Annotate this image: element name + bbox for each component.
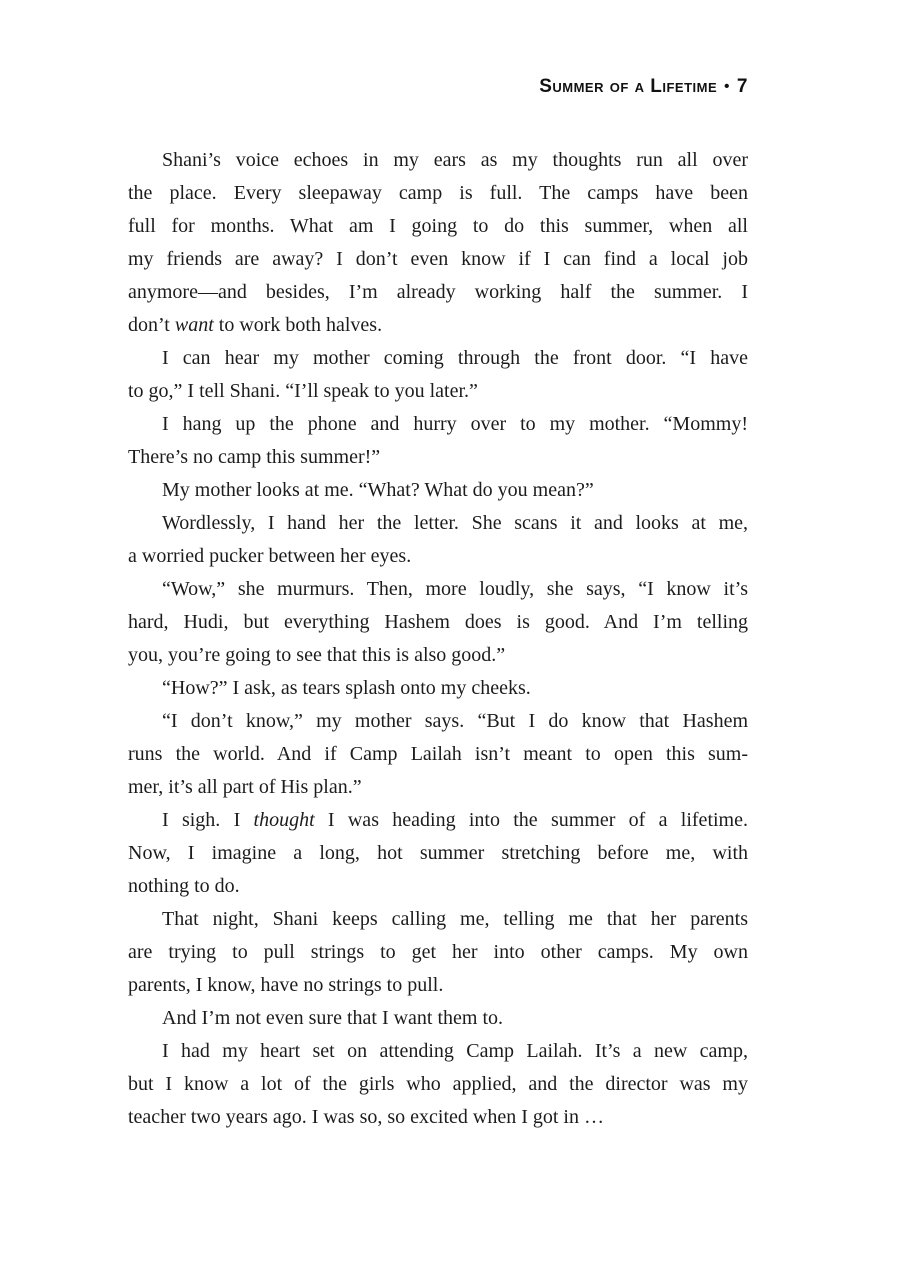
paragraph [128,474,748,507]
text-segment: I was heading into the summer of a lifetime. [314,809,748,831]
running-header-title: Summer of a Lifetime [539,76,718,97]
paragraph [128,705,748,804]
paragraph [128,408,748,474]
paragraph [128,342,748,408]
text-line [128,177,748,210]
paragraph [128,507,748,573]
text-segment: hard, Hudi, but everything Hashem does is good. And I’m telling [128,611,748,633]
text-line [128,1002,748,1035]
text-line [128,210,748,243]
paragraph [128,903,748,1002]
text-segment: runs the world. And if Camp Lailah isn’t meant to open this sum- [128,743,748,765]
text-segment: There’s no camp this summer!” [128,446,381,468]
text-segment: to work both halves. [213,314,383,336]
text-line [128,573,748,606]
text-line [128,639,748,672]
italic-text: want [174,314,214,336]
text-line [128,705,748,738]
text-line [128,441,748,474]
text-segment: “Wow,” she murmurs. Then, more loudly, she says, “I know it’s [162,578,748,600]
page-text [128,144,748,1134]
text-segment: don’t [128,314,175,336]
paragraph [128,672,748,705]
text-segment: a worried pucker between her eyes. [128,545,412,567]
italic-text: thought [253,809,315,831]
text-line [128,276,748,309]
text-line [128,771,748,804]
text-segment: parents, I know, have no strings to pull. [128,974,444,996]
running-header-page-number: 7 [736,76,748,97]
text-line [128,969,748,1002]
text-segment: mer, it’s all part of His plan.” [128,776,362,798]
text-segment: but I know a lot of the girls who applied, and the director was my [128,1073,748,1095]
text-line [128,1068,748,1101]
text-line [128,936,748,969]
text-line [128,672,748,705]
text-segment: the place. Every sleepaway camp is full. The camps have been [128,182,748,204]
text-segment: my friends are away? I don’t even know if I can find a local job [128,248,748,270]
running-header [128,76,748,98]
text-segment: Wordlessly, I hand her the letter. She scans it and looks at me, [162,512,748,534]
text-line [128,144,748,177]
text-segment: My mother looks at me. “What? What do you mean?” [162,479,594,501]
text-segment: anymore—and besides, I’m already working half the summer. I [128,281,748,303]
text-segment: I had my heart set on attending Camp Lailah. It’s a new camp, [162,1040,748,1062]
text-line [128,804,748,837]
running-header-separator-dot: • [724,78,730,95]
text-segment: “I don’t know,” my mother says. “But I do know that Hashem [162,710,748,732]
text-line [128,375,748,408]
paragraph [128,804,748,903]
paragraph [128,573,748,672]
text-segment: I hang up the phone and hurry over to my mother. “Mommy! [162,413,748,435]
text-segment: teacher two years ago. I was so, so excited when I got in … [128,1106,604,1128]
text-line [128,903,748,936]
paragraph [128,1002,748,1035]
text-segment: Now, I imagine a long, hot summer stretching before me, with [128,842,748,864]
text-segment: to go,” I tell Shani. “I’ll speak to you later.” [128,380,478,402]
text-line [128,474,748,507]
text-segment: are trying to pull strings to get her into other camps. My own [128,941,748,963]
text-line [128,342,748,375]
text-line [128,507,748,540]
text-line [128,243,748,276]
text-line [128,837,748,870]
text-segment: I can hear my mother coming through the front door. “I have [162,347,748,369]
paragraph [128,144,748,342]
text-segment: That night, Shani keeps calling me, telling me that her parents [162,908,748,930]
text-segment: full for months. What am I going to do this summer, when all [128,215,748,237]
text-segment: Shani’s voice echoes in my ears as my thoughts run all over [162,149,748,171]
paragraph [128,1035,748,1134]
text-segment: nothing to do. [128,875,240,897]
text-segment: And I’m not even sure that I want them to. [162,1007,504,1029]
text-line [128,1035,748,1068]
text-line [128,606,748,639]
text-line [128,540,748,573]
text-line [128,738,748,771]
text-line [128,408,748,441]
text-line [128,1101,748,1134]
text-segment: you, you’re going to see that this is also good.” [128,644,506,666]
text-segment: I sigh. I [162,809,254,831]
text-line [128,309,748,342]
text-line [128,870,748,903]
text-segment: “How?” I ask, as tears splash onto my cheeks. [162,677,531,699]
